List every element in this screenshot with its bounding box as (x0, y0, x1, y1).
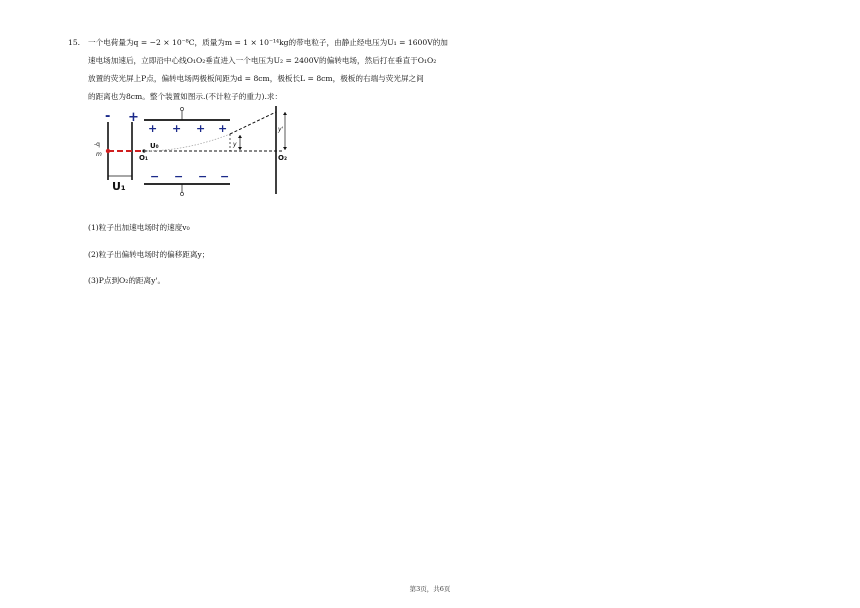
top-sign-2: + (172, 122, 182, 135)
charge-label: -q (94, 141, 100, 148)
bottom-sign-3: − (198, 170, 208, 183)
exit-path (230, 112, 276, 134)
question-line-4: 的距离也为8cm。整个装置如图示.(不计粒子的重力).求： (88, 92, 283, 101)
question-line-1: 一个电荷量为q = −2 × 10⁻⁸C，质量为m = 1 × 10⁻¹⁴kg的带电粒子，由静止经电压为U₁ = 1600V的加 (88, 38, 448, 47)
bottom-sign-1: − (150, 170, 160, 183)
u1-label: U₁ (112, 180, 126, 193)
top-sign-3: + (196, 122, 206, 135)
bottom-sign-2: − (174, 170, 184, 183)
top-terminal (180, 107, 183, 110)
o1-label: O₁ (139, 154, 149, 162)
y-prime-label: y' (278, 126, 284, 133)
mass-label: m (96, 151, 102, 158)
subquestion-1: (1)粒子出加速电场时的速度v₀ (88, 223, 190, 232)
accel-plus-label: + (128, 110, 139, 125)
y-prime-head-bottom (283, 147, 287, 150)
question-line-3: 放置的荧光屏上P点，偏转电场两极板间距为d = 8cm，极板长L = 8cm，极板的右端与荧光屏之间 (88, 74, 424, 83)
apparatus-diagram (92, 104, 292, 196)
bottom-sign-4: − (220, 170, 230, 183)
subquestion-2: (2)粒子出偏转电场时的偏移距离y； (88, 250, 210, 259)
top-sign-4: + (218, 122, 228, 135)
y-arrow-head-top (238, 135, 242, 138)
o2-label: O₂ (278, 154, 288, 162)
y-prime-head-top (283, 112, 287, 115)
particle (106, 149, 110, 153)
bottom-terminal (180, 192, 183, 195)
y-arrow-head-bottom (238, 147, 242, 150)
top-sign-1: + (148, 122, 158, 135)
apparatus-figure (92, 104, 292, 200)
question-number: 15. (68, 38, 81, 47)
page-footer: 第3页，共6页 (409, 585, 451, 593)
question-line-2: 速电场加速后，立即沿中心线O₁O₂垂直进入一个电压为U₂ = 2400V的偏转电场，然后打在垂直于O₁O₂ (88, 56, 437, 65)
y-label: y (233, 141, 237, 148)
subquestion-3: (3)P点到O₂的距离y'。 (88, 276, 166, 285)
accel-minus-label: - (105, 109, 111, 124)
v0-label: U₀ (150, 142, 159, 150)
